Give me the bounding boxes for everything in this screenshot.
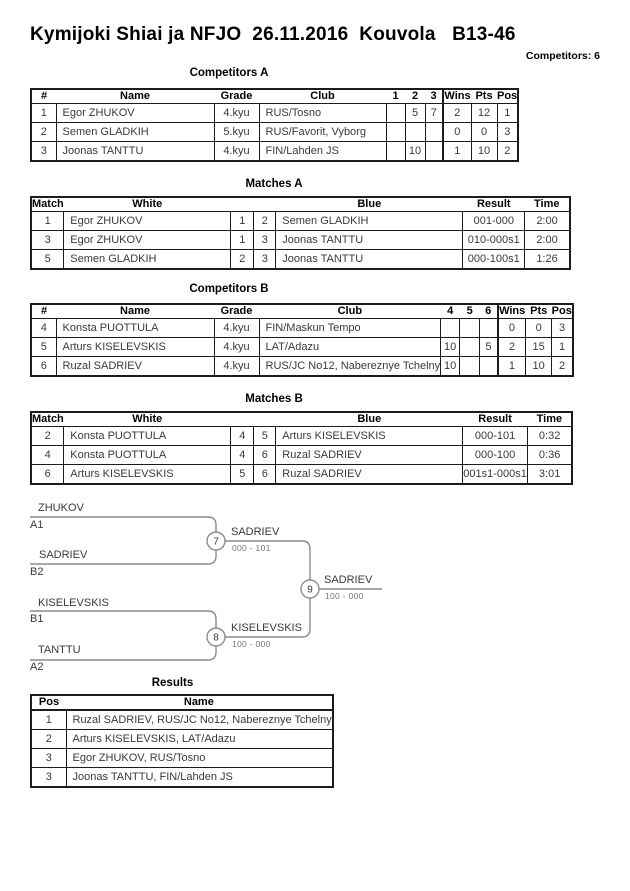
col-header-wnum: [231, 197, 254, 212]
score-cell: [405, 123, 425, 142]
header-row: [31, 304, 573, 319]
competitors-count: Competitors: 6: [525, 50, 600, 62]
header-row: [31, 695, 333, 710]
page-title: Kymijoki Shiai ja NFJO 26.11.2016 Kouvola B13-46: [30, 24, 516, 45]
pos-cell: 3: [497, 123, 518, 142]
score-cell: [441, 319, 460, 338]
col-header-match: Match: [32, 198, 64, 210]
col-header-opp4: 4: [441, 304, 460, 319]
col-header-name: Name: [56, 89, 214, 104]
blue-seed: 5: [254, 427, 276, 446]
match-circle-7-number: 7: [213, 536, 219, 548]
bracket-line-b1: [30, 611, 216, 628]
pts-cell: 12: [471, 104, 497, 123]
col-header-white: White: [64, 197, 231, 212]
result-pos: 3: [31, 749, 66, 768]
result-name: Egor ZHUKOV, RUS/Tosno: [66, 749, 333, 768]
col-header-time: Time: [525, 197, 570, 212]
col-header-pos: Pos: [551, 305, 572, 317]
score-cell: [460, 319, 480, 338]
competitor-name: Konsta PUOTTULA: [56, 319, 214, 338]
col-header-result: Result: [463, 197, 525, 212]
competitor-grade: 4.kyu: [214, 338, 259, 357]
blue-seed: 6: [254, 446, 276, 465]
col-header-name: Name: [66, 695, 333, 710]
wins-cell: 0: [443, 123, 471, 142]
bracket-entry-seed: B1: [30, 613, 44, 625]
pos-cell: 2: [552, 357, 573, 377]
white-seed: 4: [231, 446, 254, 465]
col-header-pts: Pts: [526, 304, 552, 319]
pos-cell: 1: [552, 338, 573, 357]
competitor-number: 6: [31, 357, 56, 377]
bracket-entry-seed: A1: [30, 519, 44, 531]
score-cell: [425, 142, 443, 162]
col-header-pos: Pos: [31, 695, 66, 710]
col-header-bnum: [254, 412, 276, 427]
bracket-match-score: 100 - 000: [232, 639, 271, 649]
score-cell: [460, 338, 480, 357]
blue-name: Semen GLADKIH: [276, 212, 463, 231]
score-cell: [460, 357, 480, 377]
bracket-entry-name: SADRIEV: [39, 549, 88, 561]
competitor-club: LAT/Adazu: [259, 338, 441, 357]
table-row: [31, 357, 573, 377]
header-row: [31, 412, 572, 427]
match-number: 4: [31, 446, 64, 465]
blue-seed: 3: [254, 250, 276, 270]
white-name: Egor ZHUKOV: [64, 212, 231, 231]
time-cell: 0:32: [527, 427, 572, 446]
bracket-match-winner: SADRIEV: [231, 526, 280, 538]
table-row: [31, 250, 570, 270]
bracket-entry-name: ZHUKOV: [38, 502, 84, 514]
white-seed: 5: [231, 465, 254, 485]
pts-cell: 10: [526, 357, 552, 377]
wins-cell: 0: [498, 319, 526, 338]
col-header-wins: Wins: [499, 305, 526, 317]
score-cell: [480, 319, 498, 338]
competitor-name: Arturs KISELEVSKIS: [56, 338, 214, 357]
time-cell: 1:26: [525, 250, 570, 270]
result-name: Ruzal SADRIEV, RUS/JC No12, Nabereznye Tchelny: [66, 710, 333, 730]
competitor-club: RUS/Favorit, Vyborg: [259, 123, 386, 142]
wins-cell: 2: [443, 104, 471, 123]
competitor-club: FIN/Lahden JS: [259, 142, 386, 162]
col-header-result: Result: [463, 412, 528, 427]
bracket-entry-seed: B2: [30, 566, 44, 578]
competitor-grade: 4.kyu: [214, 319, 259, 338]
result-cell: 000-100s1: [463, 250, 525, 270]
blue-seed: 2: [254, 212, 276, 231]
pts-cell: 0: [471, 123, 497, 142]
blue-name: Ruzal SADRIEV: [276, 446, 463, 465]
match-number: 1: [31, 212, 64, 231]
wins-cell: 1: [498, 357, 526, 377]
competitor-club: FIN/Maskun Tempo: [259, 319, 441, 338]
table-row: [31, 465, 572, 485]
score-cell: 10: [405, 142, 425, 162]
pts-cell: 15: [526, 338, 552, 357]
matches-a-heading: Matches A: [245, 178, 303, 190]
col-header-opp6: 6: [480, 304, 498, 319]
bracket-entry-name: KISELEVSKIS: [38, 597, 109, 609]
result-cell: 000-100: [463, 446, 528, 465]
competitor-name: Ruzal SADRIEV: [56, 357, 214, 377]
match-circle-9-number: 9: [307, 584, 313, 596]
score-cell: [386, 142, 405, 162]
table-row: [31, 212, 570, 231]
competitor-name: Semen GLADKIH: [56, 123, 214, 142]
header-row: [31, 197, 570, 212]
blue-name: Joonas TANTTU: [276, 250, 463, 270]
col-header-opp5: 5: [460, 304, 480, 319]
wins-cell: 1: [443, 142, 471, 162]
col-header-blue: Blue: [276, 412, 463, 427]
bracket-lines: [0, 495, 630, 685]
pos-cell: 3: [552, 319, 573, 338]
col-header-opp3: 3: [425, 89, 443, 104]
competitors-b-heading: Competitors B: [189, 283, 269, 295]
col-header-white: White: [64, 412, 231, 427]
blue-seed: 6: [254, 465, 276, 485]
time-cell: 0:36: [527, 446, 572, 465]
table-row: [31, 710, 333, 730]
competitor-number: 4: [31, 319, 56, 338]
result-cell: 001s1-000s1: [463, 465, 528, 485]
col-header-opp1: 1: [386, 89, 405, 104]
results-heading: Results: [151, 677, 194, 689]
score-cell: 5: [405, 104, 425, 123]
bracket-match-score: 100 - 000: [325, 591, 364, 601]
blue-name: Ruzal SADRIEV: [276, 465, 463, 485]
white-seed: 2: [231, 250, 254, 270]
competitor-grade: 4.kyu: [214, 357, 259, 377]
match-number: 3: [31, 231, 64, 250]
competitor-name: Joonas TANTTU: [56, 142, 214, 162]
bracket-entry-seed: A2: [30, 661, 44, 673]
white-name: Semen GLADKIH: [64, 250, 231, 270]
match-number: 5: [31, 250, 64, 270]
pos-cell: 2: [497, 142, 518, 162]
score-cell: [425, 123, 443, 142]
bracket-match-winner: KISELEVSKIS: [231, 622, 302, 634]
table-row: [31, 768, 333, 788]
competitor-number: 3: [31, 142, 56, 162]
white-seed: 4: [231, 427, 254, 446]
white-name: Konsta PUOTTULA: [64, 446, 231, 465]
time-cell: 2:00: [525, 231, 570, 250]
table-row: [31, 319, 573, 338]
white-name: Egor ZHUKOV: [64, 231, 231, 250]
competitor-club: RUS/Tosno: [259, 104, 386, 123]
white-name: Arturs KISELEVSKIS: [64, 465, 231, 485]
col-header-club: Club: [259, 304, 441, 319]
competitor-grade: 4.kyu: [214, 104, 259, 123]
blue-seed: 3: [254, 231, 276, 250]
col-header-opp2: 2: [405, 89, 425, 104]
table-row: [31, 142, 518, 162]
matches-b-heading: Matches B: [245, 393, 303, 405]
result-cell: 010-000s1: [463, 231, 525, 250]
col-header-club: Club: [259, 89, 386, 104]
col-header-time: Time: [527, 412, 572, 427]
result-name: Arturs KISELEVSKIS, LAT/Adazu: [66, 730, 333, 749]
col-header-wins: Wins: [444, 90, 471, 102]
white-seed: 1: [231, 231, 254, 250]
score-cell: 10: [441, 338, 460, 357]
competitor-grade: 5.kyu: [214, 123, 259, 142]
table-row: [31, 231, 570, 250]
table-row: [31, 446, 572, 465]
bracket-entry-name: TANTTU: [38, 644, 81, 656]
score-cell: 7: [425, 104, 443, 123]
col-header-pos: Pos: [497, 90, 518, 102]
competitor-name: Egor ZHUKOV: [56, 104, 214, 123]
table-row: [31, 730, 333, 749]
col-header-num: #: [31, 89, 56, 104]
match-number: 6: [31, 465, 64, 485]
table-row: [31, 104, 518, 123]
wins-cell: 2: [498, 338, 526, 357]
score-cell: 10: [441, 357, 460, 377]
bracket-line-a1: [30, 517, 216, 532]
match-circle-8-number: 8: [213, 632, 219, 644]
competitors-a-heading: Competitors A: [189, 67, 269, 79]
result-name: Joonas TANTTU, FIN/Lahden JS: [66, 768, 333, 788]
result-cell: 000-101: [463, 427, 528, 446]
result-pos: 3: [31, 768, 66, 788]
col-header-grade: Grade: [214, 89, 259, 104]
competitor-number: 1: [31, 104, 56, 123]
table-row: [31, 338, 573, 357]
bracket-match-winner: SADRIEV: [324, 574, 373, 586]
col-header-blue: Blue: [276, 197, 463, 212]
bracket-match-score: 000 - 101: [232, 543, 271, 553]
time-cell: 2:00: [525, 212, 570, 231]
col-header-name: Name: [56, 304, 214, 319]
match-number: 2: [31, 427, 64, 446]
result-pos: 2: [31, 730, 66, 749]
header-row: [31, 89, 518, 104]
result-cell: 001-000: [463, 212, 525, 231]
competitor-grade: 4.kyu: [214, 142, 259, 162]
pos-cell: 1: [497, 104, 518, 123]
score-cell: [386, 104, 405, 123]
white-seed: 1: [231, 212, 254, 231]
table-row: [31, 427, 572, 446]
results-table: [30, 694, 334, 788]
score-cell: 5: [480, 338, 498, 357]
col-header-pts: Pts: [471, 89, 497, 104]
blue-name: Joonas TANTTU: [276, 231, 463, 250]
col-header-bnum: [254, 197, 276, 212]
blue-name: Arturs KISELEVSKIS: [276, 427, 463, 446]
time-cell: 3:01: [527, 465, 572, 485]
competitors-a-table: [30, 88, 519, 162]
pts-cell: 0: [526, 319, 552, 338]
white-name: Konsta PUOTTULA: [64, 427, 231, 446]
competitor-number: 5: [31, 338, 56, 357]
col-header-wnum: [231, 412, 254, 427]
col-header-match: Match: [32, 413, 64, 425]
col-header-num: #: [31, 304, 56, 319]
table-row: [31, 123, 518, 142]
score-cell: [480, 357, 498, 377]
col-header-grade: Grade: [214, 304, 259, 319]
table-row: [31, 749, 333, 768]
matches-b-table: [30, 411, 573, 485]
competitors-b-table: [30, 303, 574, 377]
pts-cell: 10: [471, 142, 497, 162]
result-pos: 1: [31, 710, 66, 730]
matches-a-table: [30, 196, 571, 270]
competitor-number: 2: [31, 123, 56, 142]
competitor-club: RUS/JC No12, Nabereznye Tchelny: [259, 357, 441, 377]
score-cell: [386, 123, 405, 142]
